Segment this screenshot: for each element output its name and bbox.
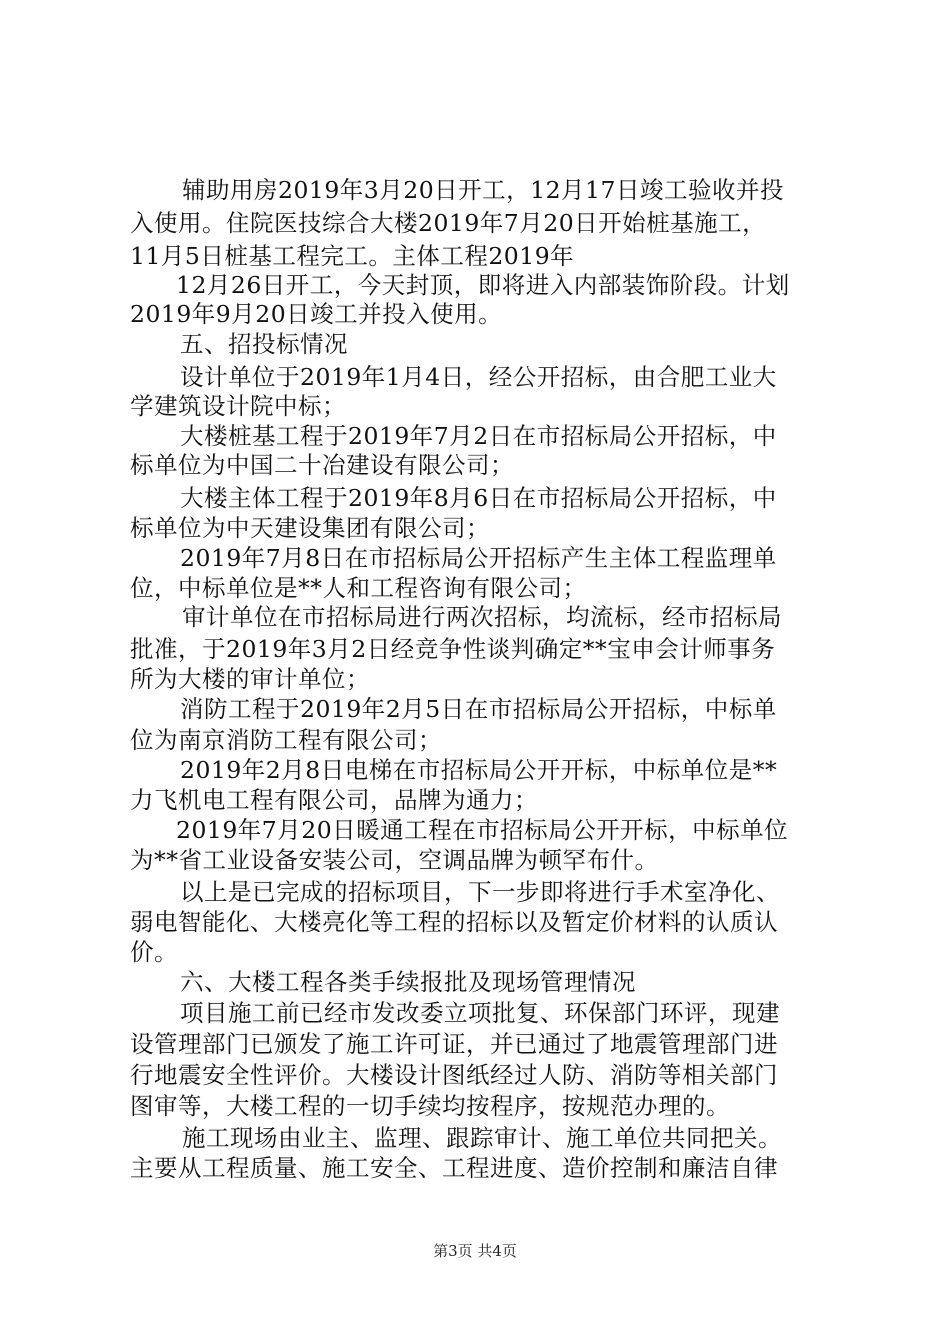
- text-line: 辅助用房2019年3月20日开工，12月17日竣工验收并投: [182, 176, 784, 204]
- text-line: 图审等，大楼工程的一切手续均按程序，按规范办理的。: [130, 1092, 730, 1120]
- text-line: 标单位为中国二十冶建设有限公司；: [130, 451, 514, 479]
- text-line: 12月26日开工，今天封顶，即将进入内部装饰阶段。计划: [176, 271, 790, 299]
- text-line: 标单位为中天建设集团有限公司；: [130, 514, 490, 542]
- text-line: 设计单位于2019年1月4日，经公开招标，由合肥工业大: [180, 363, 777, 391]
- text-line: 2019年7月8日在市招标局公开招标产生主体工程监理单: [180, 544, 777, 572]
- text-line: 批准，于2019年3月2日经竞争性谈判确定**宝申会计师事务: [130, 635, 776, 663]
- text-line: 价。: [130, 938, 178, 966]
- text-line: 消防工程于2019年2月5日在市招标局公开招标，中标单: [180, 695, 777, 723]
- text-line: 2019年7月20日暖通工程在市招标局公开开标，中标单位: [176, 816, 789, 844]
- text-line: 力飞机电工程有限公司，品牌为通力；: [130, 786, 538, 814]
- text-line: 所为大楼的审计单位；: [130, 665, 370, 693]
- text-line: 设管理部门已颁发了施工许可证，并已通过了地震管理部门进: [130, 1030, 778, 1058]
- text-line: 学建筑设计院中标；: [130, 392, 346, 420]
- page-number-footer: 第3页 共4页: [433, 1242, 517, 1260]
- text-line: 为**省工业设备安装公司，空调品牌为顿罕布什。: [130, 846, 659, 874]
- text-line: 主要从工程质量、施工安全、工程进度、造价控制和廉洁自律: [130, 1154, 778, 1182]
- text-line: 以上是已完成的招标项目，下一步即将进行手术室净化、: [180, 878, 780, 906]
- text-line: 位，中标单位是**人和工程咨询有限公司；: [130, 574, 587, 602]
- text-line: 大楼主体工程于2019年8月6日在市招标局公开招标，中: [180, 484, 777, 512]
- text-line: 11月5日桩基工程完工。主体工程2019年: [130, 242, 575, 270]
- section-heading: 六、大楼工程各类手续报批及现场管理情况: [180, 968, 636, 996]
- text-line: 位为南京消防工程有限公司；: [130, 726, 442, 754]
- text-line: 项目施工前已经市发改委立项批复、环保部门环评，现建: [180, 999, 780, 1027]
- text-line: 2019年9月20日竣工并投入使用。: [130, 300, 503, 328]
- text-line: 施工现场由业主、监理、跟踪审计、施工单位共同把关。: [182, 1124, 782, 1152]
- text-line: 入使用。住院医技综合大楼2019年7月20日开始桩基施工，: [130, 209, 767, 237]
- text-line: 审计单位在市招标局进行两次招标，均流标，经市招标局: [182, 603, 782, 631]
- text-line: 弱电智能化、大楼亮化等工程的招标以及暂定价材料的认质认: [130, 908, 778, 936]
- text-line: 行地震安全性评价。大楼设计图纸经过人防、消防等相关部门: [130, 1061, 778, 1089]
- text-line: 2019年2月8日电梯在市招标局公开开标，中标单位是**: [180, 756, 778, 784]
- text-line: 大楼桩基工程于2019年7月2日在市招标局公开招标，中: [180, 422, 777, 450]
- section-heading: 五、招投标情况: [180, 330, 348, 358]
